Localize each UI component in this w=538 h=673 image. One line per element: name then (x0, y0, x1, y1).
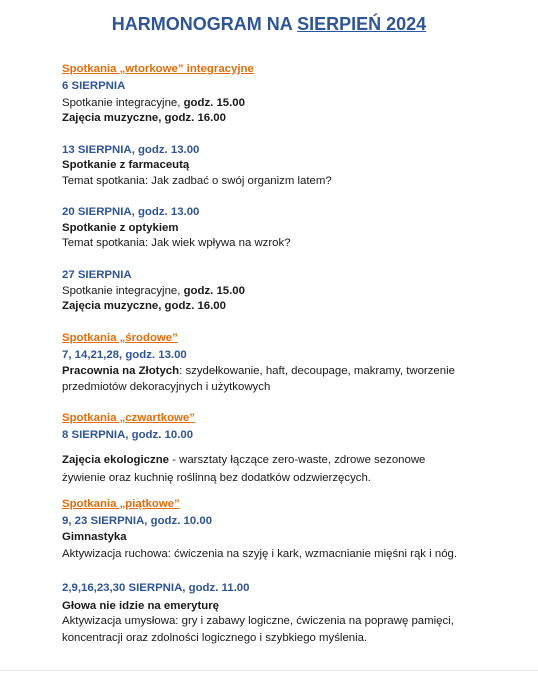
event-date: 13 SIERPNIA, godz. 13.00 (62, 144, 200, 156)
event-line: żywienie oraz kuchnię roślinną bez dodatków odzwierzęcych. (62, 472, 371, 484)
section-heading-tuesday: Spotkania „wtorkowe” integracyjne (62, 63, 254, 75)
event-line: Temat spotkania: Jak wiek wpływa na wzrok? (62, 237, 291, 249)
event-line: przedmiotów dekoracyjnych i użytkowych (62, 381, 271, 393)
event-line: Zajęcia muzyczne, godz. 16.00 (62, 112, 226, 124)
event-text: : szydełkowanie, haft, decoupage, makramy, tworzenie (179, 365, 455, 377)
event-line: Aktywizacja ruchowa: ćwiczenia na szyję i kark, wzmacnianie mięśni rąk i nóg. (62, 548, 458, 560)
event-line (62, 453, 425, 468)
event-text: - warsztaty łączące zero-waste, zdrowe sezonowe (169, 454, 426, 466)
event-line (62, 364, 455, 379)
event-line: Zajęcia muzyczne, godz. 16.00 (62, 300, 226, 312)
event-date: 7, 14,21,28, godz. 13.00 (62, 349, 187, 361)
event-title: Pracownia na Złotych (62, 365, 180, 377)
event-time: godz. 15.00 (183, 97, 245, 109)
event-date: 8 SIERPNIA, godz. 10.00 (62, 429, 194, 441)
event-line: Temat spotkania: Jak zadbać o swój organizm latem? (62, 175, 332, 187)
event-title: Gimnastyka (62, 531, 127, 543)
event-date: 2,9,16,23,30 SIERPNIA, godz. 11.00 (62, 582, 250, 594)
event-text: Spotkanie integracyjne, (62, 97, 184, 109)
title-prefix: HARMONOGRAM NA (111, 14, 298, 34)
event-date: 27 SIERPNIA (62, 269, 132, 281)
event-line: koncentracji oraz zdolności logicznego i szybkiego myślenia. (62, 632, 368, 644)
title-month: SIERPIEŃ 2024 (297, 14, 427, 34)
event-date: 9, 23 SIERPNIA, godz. 10.00 (62, 515, 213, 527)
page-divider (0, 670, 538, 671)
section-heading-thursday: Spotkania „czwartkowe” (62, 412, 195, 424)
page-title (0, 13, 538, 35)
event-title: Głowa nie idzie na emeryturę (62, 600, 219, 612)
event-title: Spotkanie z optykiem (62, 222, 179, 234)
event-line (62, 96, 245, 111)
event-title: Spotkanie z farmaceutą (62, 159, 190, 171)
section-heading-wednesday: Spotkania „środowe” (62, 332, 178, 344)
event-date: 6 SIERPNIA (62, 80, 126, 92)
event-line: Aktywizacja umysłowa: gry i zabawy logiczne, ćwiczenia na poprawę pamięci, (62, 615, 454, 627)
section-heading-friday: Spotkania „piątkowe” (62, 498, 180, 510)
event-time: godz. 15.00 (183, 285, 245, 297)
event-text: Spotkanie integracyjne, (62, 285, 184, 297)
event-date: 20 SIERPNIA, godz. 13.00 (62, 206, 200, 218)
event-line (62, 284, 245, 299)
event-title: Zajęcia ekologiczne (62, 454, 169, 466)
